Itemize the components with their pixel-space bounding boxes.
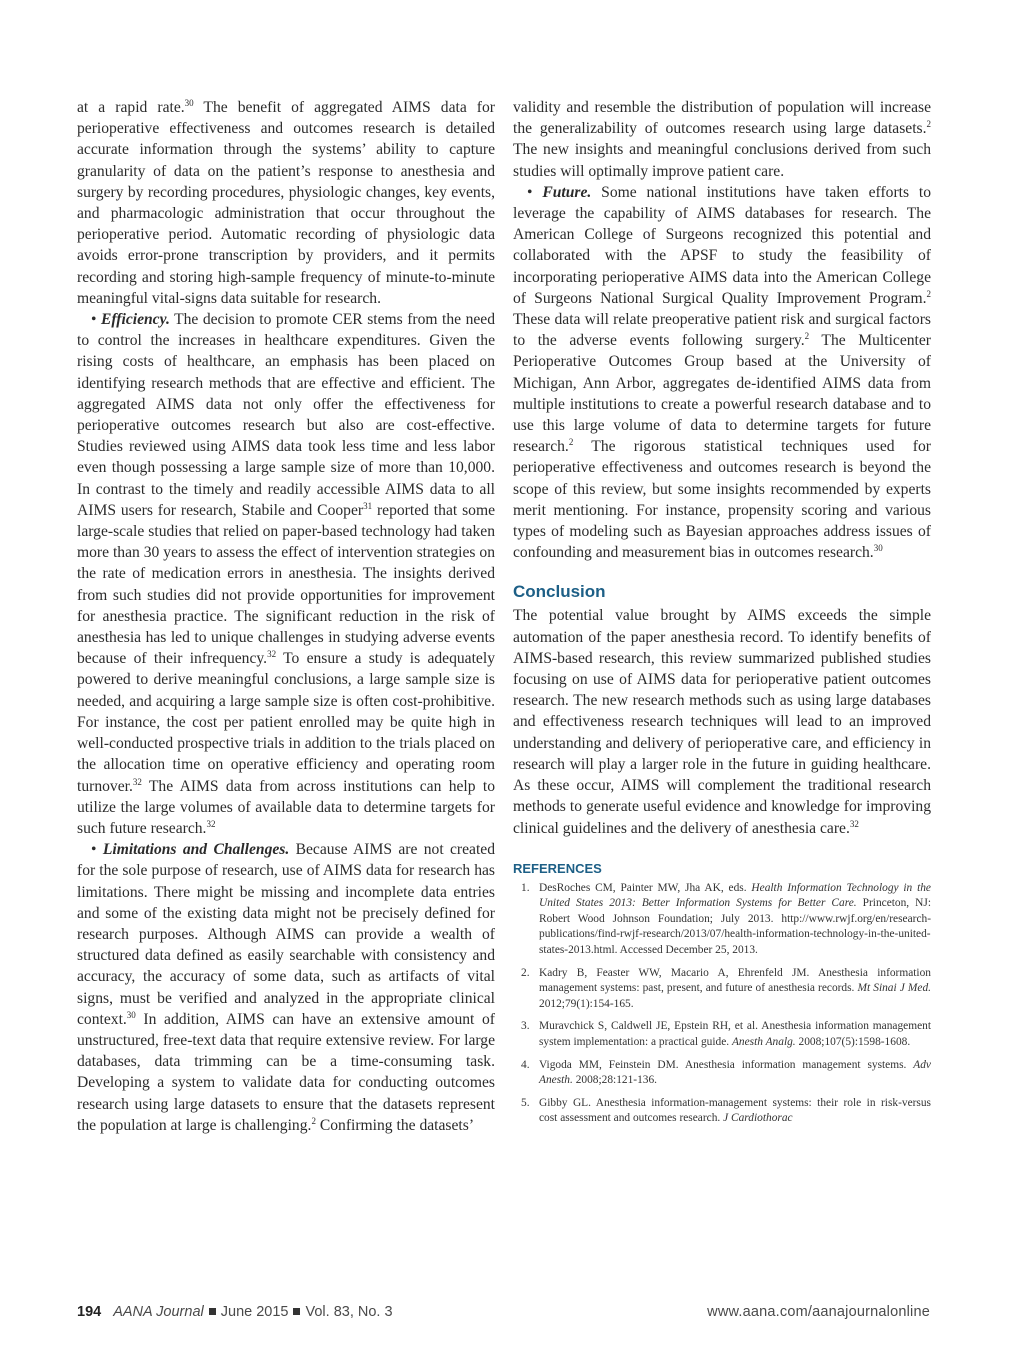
- citation-superscript: 30: [873, 543, 883, 554]
- reference-item: 2. Kadry B, Feaster WW, Macario A, Ehrenfeld JM. Anesthesia information management systems: past, present, and future of anesthesia records. Mt Sinai J Med. 2012;79(1):154-165.: [521, 966, 931, 1010]
- citation-superscript: 2: [926, 288, 931, 299]
- citation-superscript: 32: [267, 649, 277, 660]
- separator-square-icon: [209, 1308, 216, 1315]
- right-column: [513, 97, 931, 1134]
- reference-number: 3.: [521, 1020, 530, 1033]
- citation-superscript: 31: [363, 500, 373, 511]
- journal-url: www.aana.com/aanajournalonline: [707, 1304, 930, 1320]
- issue-date: June 2015: [220, 1304, 289, 1320]
- reference-item: 1. DesRoches CM, Painter MW, Jha AK, eds. Health Information Technology in the United States 2013: Better Information Systems for Better Care. Princeton, NJ: Robert Wood Johnson Foundation; July 2013. http://www.rwjf.org/en/research-publications/find-rwjf-research/2013/07/health-information-technology-in-the-united-states-2013.html. Accessed December 25, 2013.: [521, 881, 931, 957]
- limitations-lead: Limitations and Challenges.: [102, 841, 290, 859]
- reference-number: 1.: [521, 881, 530, 894]
- left-column: [77, 97, 495, 1136]
- citation-superscript: 2: [804, 331, 810, 342]
- references-heading: REFERENCES: [513, 860, 602, 876]
- page-number: 194: [77, 1304, 102, 1320]
- efficiency-paragraph: • Efficiency. The decision to promote CER stems from the need to control the increases in healthcare expenditures. Given the rising costs of healthcare, an emphasis has been placed on identifying research methods that are effective and efficient. The aggregated AIMS data not only offer the effectiveness for perioperative outcomes research but also are cost-effective. Studies reviewed using AIMS data took less time and less labor even though possessing a large sample size of more than 10,000. In contrast to the timely and readily accessible AIMS data to all AIMS users for research, Stabile and Cooper$^{31}$ reported that some large-scale studies that relied on paper-based technology had taken more than 30 years to assess the effect of intervention strategies on the rate of medication errors in anesthesia. The insights derived from such studies did not provide opportunities for improvement for anesthesia practice. The significant reduction in the risk of anesthesia has led to unique challenges in studying adverse events because of their infrequency.$^{32}$ To ensure a study is adequately powered to derive meaningful conclusions, a large sample size is needed, and acquiring a large sample size is often cost-prohibitive. For instance, the cost per patient enrolled may be quite high in well-conducted prospective trials in addition to the trials placed on the allocation time on operative efficiency and operating room turnover.$^{32}$ The AIMS data from across institutions can help to utilize the large volumes of available data to determine targets for such future research.$^{32}$: [77, 311, 496, 837]
- future-paragraph: • Future. Some national institutions have taken efforts to leverage the capability of AIMS databases for research. The American College of Surgeons recognized this potential and collaborated with the APSF to study the feasibility of incorporating perioperative AIMS data into the American College of Surgeons National Surgical Quality Improvement Program.$^2$ These data will relate preoperative patient risk and surgical factors to the adverse events following surgery.$^2$ The Multicenter Perioperative Outcomes Group based at the University of Michigan, Ann Arbor, aggregates de-identified AIMS data from multiple institutions to create a powerful research database and to use this large volume of data to determine targets for future research.$^2$ The rigorous statistical techniques used for perioperative effectiveness and outcomes research is beyond the scope of this review, but some insights recommended by experts merit mentioning. For instance, propensity scoring and various types of modeling such as Bayesian approaches address issues of confounding and measurement bias in outcomes research.$^{30}$: [513, 183, 932, 562]
- page-footer: [77, 1304, 930, 1326]
- citation-superscript: 2: [311, 1115, 316, 1126]
- reference-number: 2.: [521, 966, 530, 979]
- future-lead: Future.: [542, 183, 592, 201]
- citation-superscript: 30: [184, 97, 194, 108]
- separator-square-icon: [293, 1308, 300, 1315]
- reference-number: 4.: [521, 1058, 530, 1071]
- reference-item: 5. Gibby GL. Anesthesia information-management systems: their role in risk-versus cost assessment and outcomes research. J Cardiothorac: [521, 1096, 931, 1125]
- conclusion-heading: Conclusion: [513, 582, 606, 602]
- citation-superscript: 32: [849, 818, 859, 829]
- limitations-paragraph: • Limitations and Challenges. Because AIMS are not created for the sole purpose of research, use of AIMS data for research has limitations. There might be missing and incomplete data entries and some of the existing data might not be precisely defined for research purposes. Although AIMS can provide a wealth of structured data defined as easily searchable with consistency and accuracy, the accuracy of some data, such as artifacts of vital signs, must be verified and analyzed in the appropriate clinical context.$^{30}$ In addition, AIMS can have an extensive amount of unstructured, free-text data that require extensive review. For large databases, data trimming can be a time-consuming task. Developing a system to validate data for conducting outcomes research using large datasets to ensure that the datasets represent the population at large is challenging.$^2$ Confirming the datasets’: [77, 841, 496, 1134]
- references-list: [513, 881, 931, 1127]
- reference-item: 4. Vigoda MM, Feinstein DM. Anesthesia information management systems. Adv Anesth. 2008;28:121-136.: [521, 1058, 931, 1087]
- conclusion-paragraph: The potential value brought by AIMS exceeds the simple automation of the paper anesthesia record. To identify benefits of AIMS-based research, this review summarized published studies focusing on use of AIMS data for perioperative patient outcomes research. The new research methods such as using large databases and effectiveness research techniques will lead to an improved understanding and delivery of perioperative care, and efficiency in research will play a larger role in the future in guiding healthcare. As these occur, AIMS will complement the traditional research methods to generate useful evidence and knowledge for improving clinical guidelines and the delivery of anesthesia care.$^{32}$: [513, 607, 931, 837]
- body-paragraph: validity and resemble the distribution of population will increase the generalizability of outcomes research using large datasets.$^2$ The new insights and meaningful conclusions derived from such studies will optimally improve patient care.: [513, 99, 931, 180]
- efficiency-lead: Efficiency.: [101, 311, 170, 329]
- journal-name: AANA Journal: [113, 1304, 204, 1320]
- citation-superscript: 2: [568, 437, 574, 448]
- citation-superscript: 32: [206, 818, 216, 829]
- citation-superscript: 32: [132, 776, 142, 787]
- reference-number: 5.: [521, 1096, 530, 1109]
- citation-superscript: 2: [926, 119, 931, 130]
- body-paragraph: at a rapid rate.$^{30}$ The benefit of aggregated AIMS data for perioperative effectiveness and outcomes research is detailed accurate information through the systems’ ability to capture granularity of data on the patient’s response to anesthesia and surgery by recording procedures, physiologic changes, key events, and pharmacologic administration that occur throughout the perioperative period. Automatic recording of physiologic data avoids error-prone transcription by providers, and it permits recording and storing high-sample frequency of minute-to-minute meaningful vital-signs data suitable for research.: [77, 97, 495, 307]
- volume-issue: Vol. 83, No. 3: [305, 1304, 393, 1320]
- reference-item: 3. Muravchick S, Caldwell JE, Epstein RH, et al. Anesthesia information management system implementation: a practical guide. Anesth Analg. 2008;107(5):1598-1608.: [521, 1020, 931, 1049]
- citation-superscript: 30: [126, 1009, 136, 1020]
